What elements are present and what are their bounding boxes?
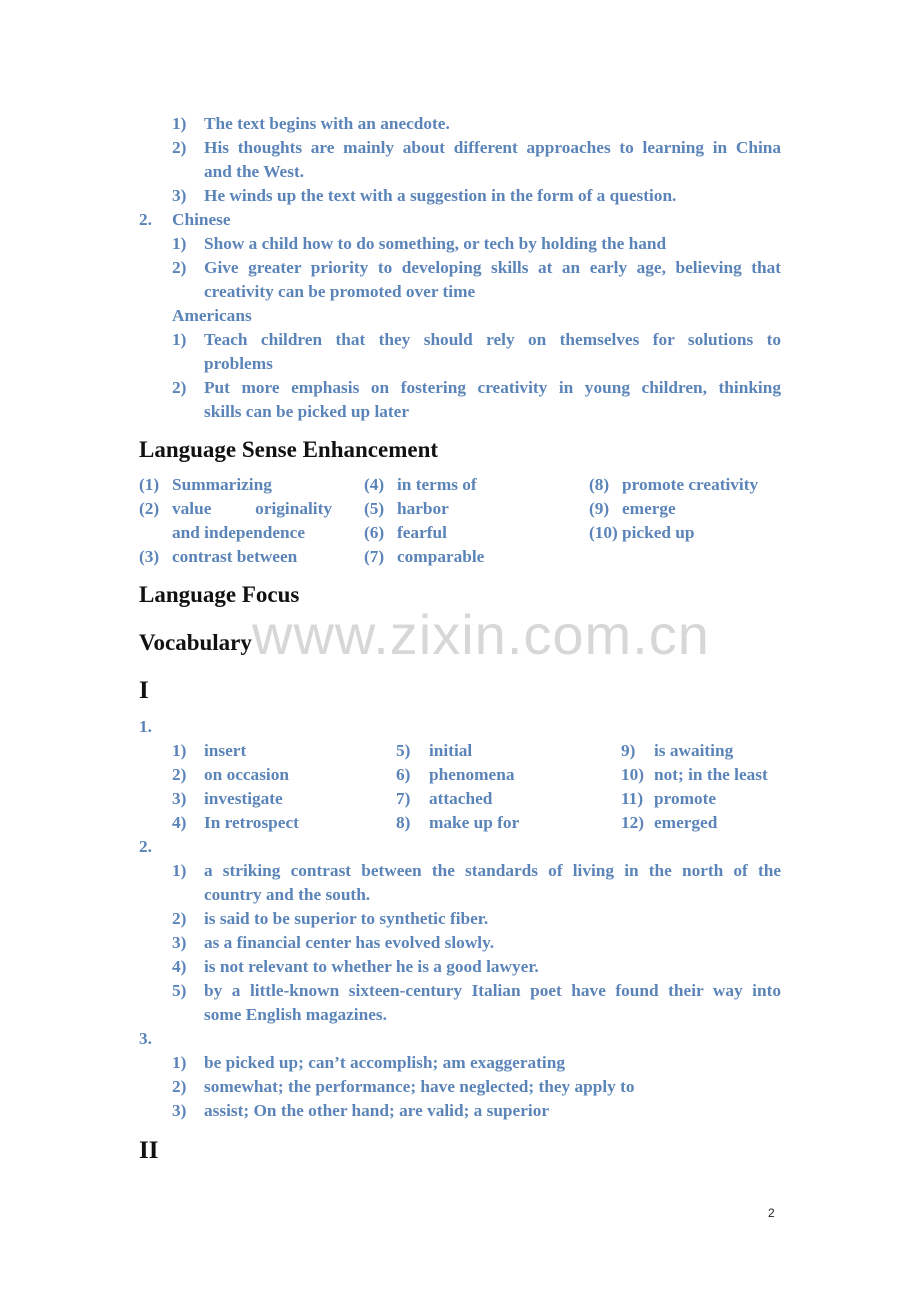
item-text-cont: and the West. <box>204 162 305 181</box>
item-number: 4) <box>172 813 187 832</box>
item-text: The text begins with an anecdote. <box>204 114 450 133</box>
item-text: Summarizing <box>172 475 272 494</box>
item-text: by a little-known sixteen-century Italian poet have found their way into <box>204 981 781 1000</box>
item-number: 5) <box>396 741 411 760</box>
item-text: insert <box>204 741 247 760</box>
item-number: (7) <box>364 547 385 566</box>
item-text: fearful <box>397 523 447 542</box>
item-text: comparable <box>397 547 485 566</box>
item-number: 1) <box>172 330 187 349</box>
item-number: 3) <box>172 1101 187 1120</box>
item-number: 2) <box>172 378 187 397</box>
item-text: is said to be superior to synthetic fiber. <box>204 909 489 928</box>
item-text: contrast between <box>172 547 298 566</box>
item-text-cont: and independence <box>172 523 306 542</box>
item-number: 6) <box>396 765 411 784</box>
item-text: phenomena <box>429 765 515 784</box>
item-number: 7) <box>396 789 411 808</box>
section-heading: Vocabulary <box>139 630 252 655</box>
item-number: 2) <box>172 258 187 277</box>
item-number: 1) <box>172 114 187 133</box>
item-text: not; in the least <box>654 765 768 784</box>
item-number: 5) <box>172 981 187 1000</box>
item-text: emerged <box>654 813 718 832</box>
item-text: His thoughts are mainly about different approaches to learning in China <box>204 138 781 157</box>
exercise-number: 2. <box>139 837 152 856</box>
item-text: Give greater priority to developing skills at an early age, believing that <box>204 258 781 277</box>
item-text: promote creativity <box>622 475 759 494</box>
item-number: 2) <box>172 765 187 784</box>
item-text-cont: country and the south. <box>204 885 371 904</box>
item-text: harbor <box>397 499 449 518</box>
item-text: picked up <box>622 523 695 542</box>
page-number: 2 <box>768 1206 775 1220</box>
item-number: (6) <box>364 523 385 542</box>
item-text: on occasion <box>204 765 289 784</box>
item-text: is not relevant to whether he is a good lawyer. <box>204 957 539 976</box>
exercise-number: 1. <box>139 717 152 736</box>
item-number: 3) <box>172 186 187 205</box>
item-text-cont: creativity can be promoted over time <box>204 282 476 301</box>
section-label: Chinese <box>172 210 231 229</box>
item-text: value originality <box>172 499 332 518</box>
roman-heading: II <box>139 1137 159 1164</box>
item-number: (8) <box>589 475 610 494</box>
item-number: 3) <box>172 789 187 808</box>
item-text: initial <box>429 741 473 760</box>
item-number: 4) <box>172 957 187 976</box>
section-heading: Language Focus <box>139 582 300 607</box>
item-text: Put more emphasis on fostering creativity in young children, thinking <box>204 378 781 397</box>
item-text-cont: problems <box>204 354 273 373</box>
item-text-cont: some English magazines. <box>204 1005 387 1024</box>
item-text: somewhat; the performance; have neglected; they apply to <box>204 1077 635 1096</box>
item-text: attached <box>429 789 493 808</box>
item-number: 1) <box>172 1053 187 1072</box>
item-text: a striking contrast between the standards of living in the north of the <box>204 861 781 880</box>
item-text: is awaiting <box>654 741 734 760</box>
item-number: 3) <box>172 933 187 952</box>
item-number: 9) <box>621 741 636 760</box>
item-text-cont: skills can be picked up later <box>204 402 410 421</box>
item-number: (2) <box>139 499 160 518</box>
item-number: 10) <box>621 765 645 784</box>
section-heading: Language Sense Enhancement <box>139 437 439 462</box>
item-text: promote <box>654 789 717 808</box>
item-text: Show a child how to do something, or tech by holding the hand <box>204 234 667 253</box>
item-number: (1) <box>139 475 160 494</box>
item-text: In retrospect <box>204 813 299 832</box>
item-number: (9) <box>589 499 610 518</box>
item-text: He winds up the text with a suggestion in the form of a question. <box>204 186 677 205</box>
item-number: 1) <box>172 861 187 880</box>
item-text: emerge <box>622 499 676 518</box>
item-number: 1) <box>172 234 187 253</box>
item-number: 11) <box>621 789 644 808</box>
item-number: (10) <box>589 523 618 542</box>
item-text: as a financial center has evolved slowly. <box>204 933 495 952</box>
item-number: (3) <box>139 547 160 566</box>
exercise-number: 3. <box>139 1029 152 1048</box>
item-text: in terms of <box>397 475 477 494</box>
section-label: Americans <box>172 306 252 325</box>
item-number: (5) <box>364 499 385 518</box>
watermark: www.zixin.com.cn <box>252 603 710 666</box>
item-number: 12) <box>621 813 645 832</box>
item-text: investigate <box>204 789 283 808</box>
item-number: 1) <box>172 741 187 760</box>
item-text: make up for <box>429 813 520 832</box>
section-number: 2. <box>139 210 152 229</box>
item-number: 2) <box>172 138 187 157</box>
item-text: be picked up; can’t accomplish; am exaggerating <box>204 1053 565 1072</box>
item-number: 2) <box>172 909 187 928</box>
item-text: assist; On the other hand; are valid; a superior <box>204 1101 550 1120</box>
roman-heading: I <box>139 677 149 704</box>
item-number: (4) <box>364 475 385 494</box>
item-number: 8) <box>396 813 411 832</box>
item-text: Teach children that they should rely on themselves for solutions to <box>204 330 781 349</box>
item-number: 2) <box>172 1077 187 1096</box>
